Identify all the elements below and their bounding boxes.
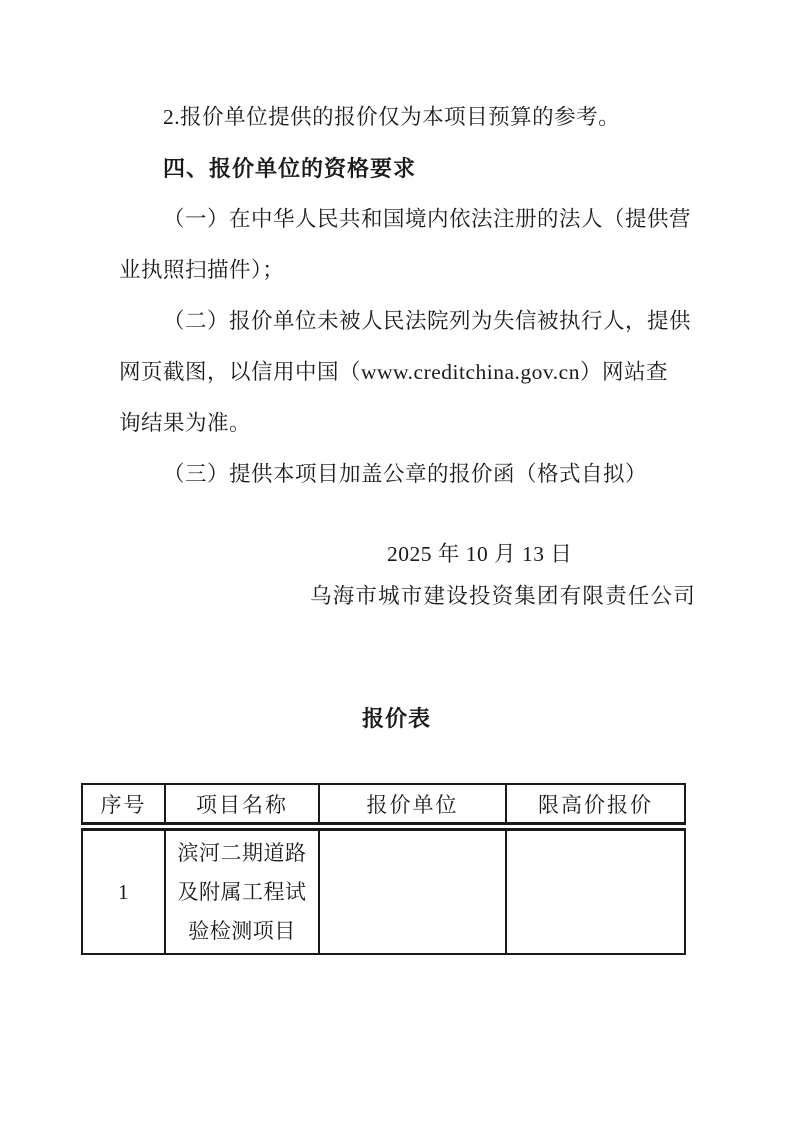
- header-max-price: 限高价报价: [506, 784, 685, 827]
- body-line-point2: 2.报价单位提供的报价仅为本项目预算的参考。: [163, 105, 621, 129]
- quote-table-header-row: [82, 784, 685, 827]
- signature-date: 2025 年 10 月 13 日: [387, 542, 573, 566]
- cell-quote-unit: [319, 827, 506, 955]
- project-name-line: 滨河二期道路: [177, 840, 307, 865]
- body-line-item2-2: 网页截图，以信用中国（www.creditchina.gov.cn）网站查: [119, 360, 668, 384]
- body-line-item1-1: （一）在中华人民共和国境内依法注册的法人（提供营: [163, 207, 692, 231]
- body-text-block: [119, 92, 692, 500]
- header-quote-unit: 报价单位: [319, 784, 506, 827]
- cell-project-name: [165, 827, 319, 955]
- quote-table: [81, 783, 686, 955]
- table-row: [82, 827, 685, 955]
- header-project-name: 项目名称: [165, 784, 319, 827]
- body-line-item3-1: （三）提供本项目加盖公章的报价函（格式自拟）: [163, 462, 648, 486]
- body-line-item2-1: （二）报价单位未被人民法院列为失信被执行人，提供: [163, 309, 692, 333]
- signature-company: 乌海市城市建设投资集团有限责任公司: [310, 584, 696, 608]
- body-line-item2-3: 询结果为准。: [119, 411, 252, 435]
- quote-table-title: 报价表: [361, 706, 431, 731]
- section-heading: 四、报价单位的资格要求: [163, 156, 417, 181]
- body-line-item1-2: 业执照扫描件）；: [119, 258, 285, 282]
- header-seq: 序号: [82, 784, 165, 827]
- cell-seq: 1: [82, 827, 165, 955]
- project-name-line: 及附属工程试: [177, 879, 307, 904]
- project-name-line: 验检测项目: [188, 918, 296, 943]
- cell-max-price: [506, 827, 685, 955]
